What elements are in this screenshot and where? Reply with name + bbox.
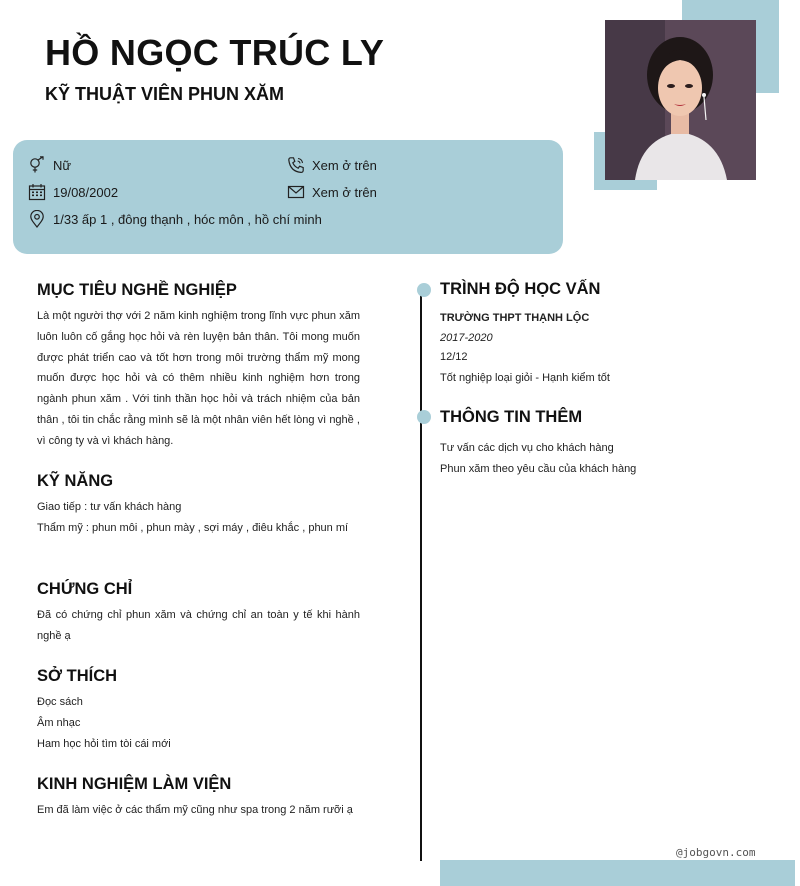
skill-item: Giao tiếp : tư vấn khách hàng bbox=[37, 501, 182, 513]
contact-phone bbox=[287, 156, 377, 174]
objective-title: MỤC TIÊU NGHỀ NGHIỆP bbox=[37, 281, 237, 299]
education-school: TRƯỜNG THPT THẠNH LỘC bbox=[440, 312, 590, 324]
experience-title: KINH NGHIỆM LÀM VIỆN bbox=[37, 775, 232, 793]
timeline-dot bbox=[417, 410, 431, 424]
gender-value: Nữ bbox=[53, 157, 72, 173]
email-value: Xem ở trên bbox=[312, 184, 377, 200]
education-title: TRÌNH ĐỘ HỌC VẤN bbox=[440, 280, 601, 298]
location-pin-icon bbox=[28, 210, 46, 228]
additional-item: Tư vấn các dịch vụ cho khách hàng bbox=[440, 442, 614, 454]
contact-address bbox=[28, 210, 322, 228]
profile-photo bbox=[605, 20, 756, 180]
hobby-item: Đọc sách bbox=[37, 696, 83, 708]
experience-text: Em đã làm việc ở các thẩm mỹ cũng như spa trong 2 năm rưỡi ạ bbox=[37, 804, 353, 816]
birthday-value: 19/08/2002 bbox=[53, 184, 119, 200]
address-value: 1/33 ấp 1 , đông thạnh , hóc môn , hồ chí minh bbox=[53, 211, 322, 227]
additional-title: THÔNG TIN THÊM bbox=[440, 408, 583, 426]
job-title: KỸ THUẬT VIÊN PHUN XĂM bbox=[45, 84, 285, 104]
certificates-title: CHỨNG CHỈ bbox=[37, 580, 133, 598]
timeline-dot bbox=[417, 283, 431, 297]
candidate-name: HỒ NGỌC TRÚC LY bbox=[45, 32, 385, 73]
hobby-item: Âm nhạc bbox=[37, 717, 81, 729]
calendar-icon bbox=[28, 183, 46, 201]
decor-block-bottom bbox=[440, 860, 795, 886]
hobby-item: Ham học hỏi tìm tòi cái mới bbox=[37, 738, 171, 750]
contact-email bbox=[287, 183, 377, 201]
education-period: 2017-2020 bbox=[440, 332, 493, 344]
education-result: Tốt nghiệp loại giỏi - Hạnh kiểm tốt bbox=[440, 372, 610, 384]
skills-title: KỸ NĂNG bbox=[37, 472, 114, 490]
gender-icon bbox=[28, 156, 46, 174]
objective-text: Là một người thợ với 2 năm kinh nghiệm trong lĩnh vực phun xăm luôn luôn cố gắng học hỏi và rèn luyện bản thân. Tôi mong muốn được phát triển cao và tốt hơn trong môi trường thẩm mỹ mong muốn được học hỏi và có thêm nhiều kinh nghiệm hơn trong ngành phun xăm . Với tinh thần học hỏi và trách nhiệm của bản thân , tôi tin chắc rằng mình sẽ là một nhân viên hết lòng vì nghề , vì công ty và vì khách hàng. bbox=[37, 310, 360, 447]
contact-birthday bbox=[28, 183, 118, 201]
phone-icon bbox=[287, 156, 305, 174]
envelope-icon bbox=[287, 183, 305, 201]
additional-item: Phun xăm theo yêu cầu của khách hàng bbox=[440, 463, 637, 475]
hobbies-title: SỞ THÍCH bbox=[37, 667, 118, 685]
contact-gender bbox=[28, 156, 71, 174]
timeline-line bbox=[420, 290, 422, 861]
phone-value: Xem ở trên bbox=[312, 157, 377, 173]
watermark: @jobgovn.com bbox=[676, 846, 756, 859]
education-grade: 12/12 bbox=[440, 351, 468, 363]
certificates-text: Đã có chứng chỉ phun xăm và chứng chỉ an toàn y tế khi hành nghề ạ bbox=[37, 609, 360, 642]
portrait-illustration bbox=[605, 20, 756, 180]
skill-item: Thẩm mỹ : phun môi , phun mày , sợi máy , điêu khắc , phun mí bbox=[37, 522, 349, 534]
